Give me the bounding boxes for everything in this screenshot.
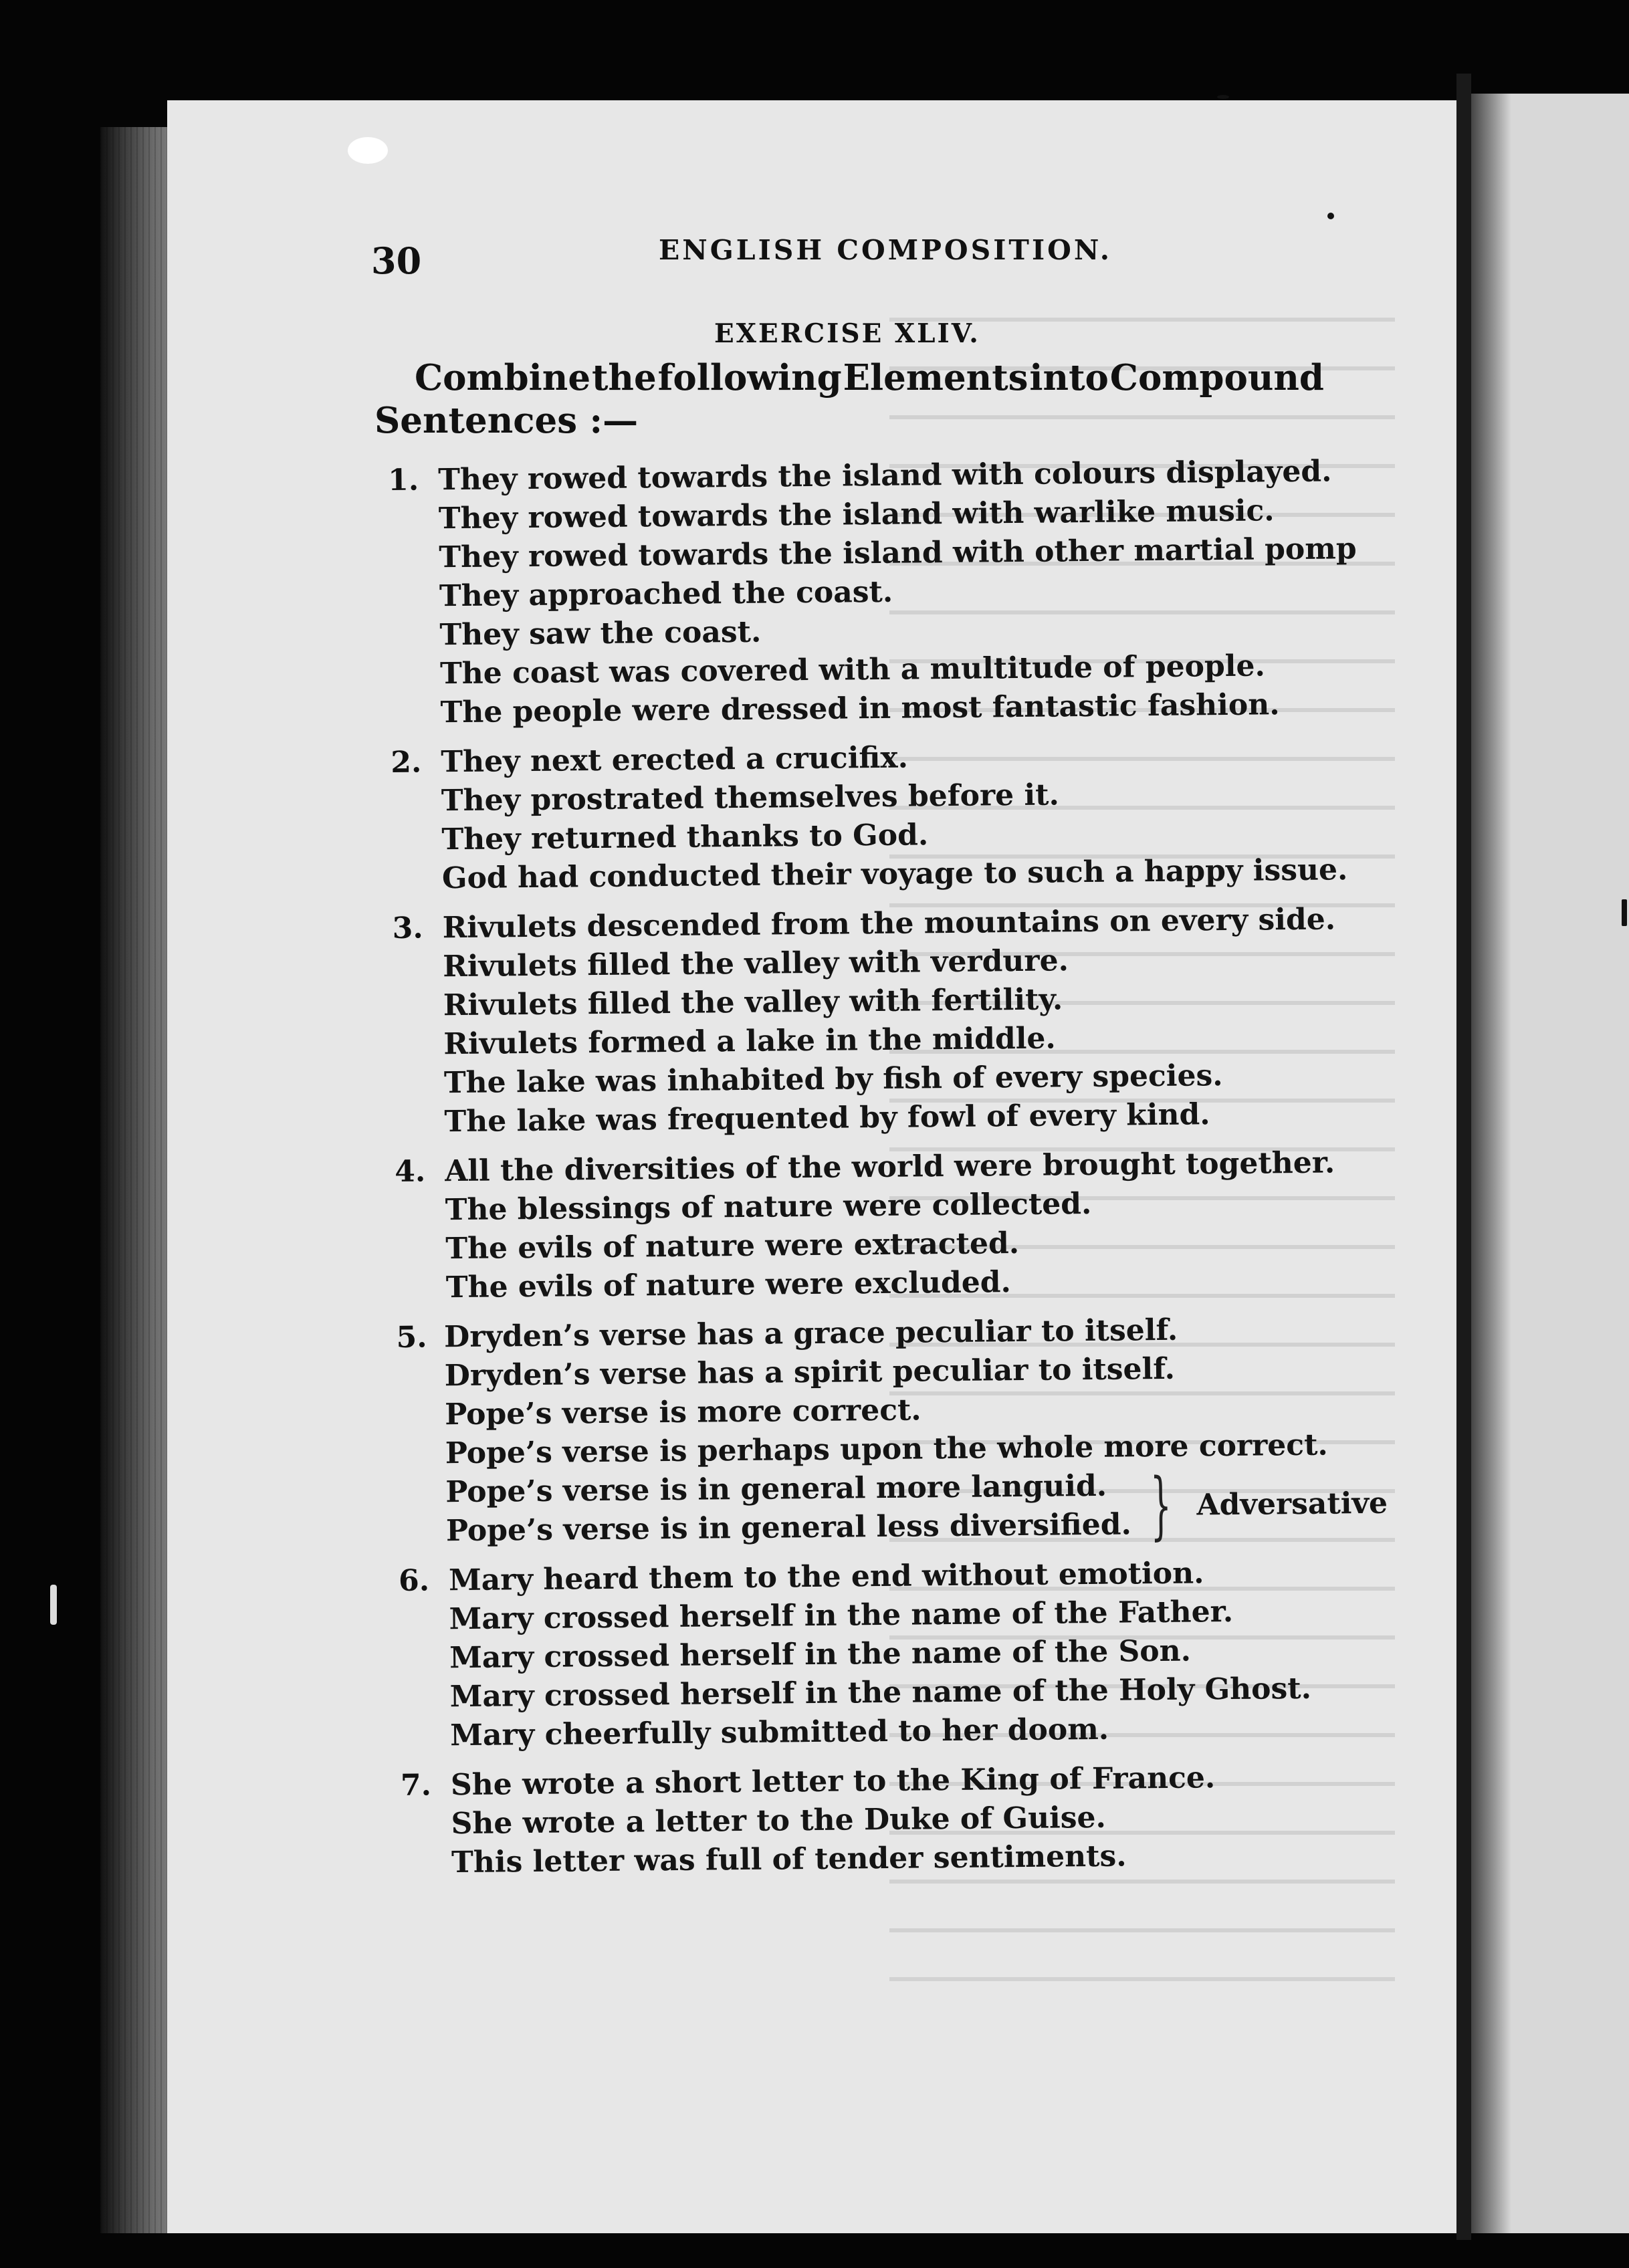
- scan-speck: [1327, 213, 1334, 219]
- sentence-line: This letter was full of tender sentiments.: [451, 1839, 1127, 1880]
- sentence-line: Pope’s verse is perhaps upon the whole more correct.: [445, 1428, 1328, 1471]
- binding-edge: [1456, 74, 1471, 2240]
- sentence-line: Pope’s verse is in general less diversified.: [445, 1507, 1132, 1549]
- exercise-item-3: [392, 900, 1384, 1142]
- sentence-line: Mary cheerfully submitted to her doom.: [450, 1712, 1109, 1753]
- exercise-item-4: [395, 1143, 1386, 1308]
- exercise-item-2: [391, 734, 1382, 899]
- item-number: 7.: [400, 1768, 432, 1803]
- exercise-item-5: [396, 1309, 1388, 1551]
- instructions-word: Combine: [415, 357, 591, 399]
- sentence-line: All the diversities of the world were brought together.: [444, 1145, 1335, 1189]
- sentence-line: They prostrated themselves before it.: [441, 778, 1060, 818]
- scan-speck: [50, 1585, 57, 1625]
- exercise-item-1: [388, 452, 1380, 733]
- sentence-line: They saw the coast.: [439, 614, 762, 653]
- instructions-word: into: [1029, 357, 1109, 399]
- adversative-group: [445, 1464, 1388, 1551]
- item-number: 3.: [392, 911, 423, 945]
- page-number: 30: [371, 239, 422, 282]
- sentence-line: They rowed towards the island with warlike music.: [438, 493, 1275, 536]
- sentence-line: The evils of nature were excluded.: [445, 1265, 1012, 1305]
- item-number: 4.: [394, 1154, 426, 1189]
- sentence-line: The lake was frequented by fowl of every kind.: [444, 1097, 1210, 1139]
- sentence-line: Pope’s verse is more correct.: [445, 1393, 921, 1432]
- sentence-line: The people were dressed in most fantastic fashion.: [440, 687, 1280, 730]
- sentence-line: The lake was inhabited by fish of every species.: [443, 1058, 1223, 1101]
- instructions: [374, 356, 1324, 442]
- sentence-line: The blessings of nature were collected.: [445, 1186, 1092, 1228]
- exercise-item-6: [399, 1553, 1390, 1756]
- sentence-line: Rivulets filled the valley with verdure.: [443, 943, 1069, 984]
- sentence-line: The evils of nature were extracted.: [445, 1226, 1020, 1266]
- sentence-line: Dryden’s verse has a grace peculiar to itself.: [443, 1313, 1178, 1355]
- running-head: ENGLISH COMPOSITION.: [659, 234, 1112, 266]
- item-number: 6.: [398, 1563, 430, 1598]
- sentence-line: Dryden’s verse has a spirit peculiar to itself.: [444, 1351, 1176, 1393]
- instructions-word: Compound: [1109, 357, 1324, 399]
- sentence-line: Mary crossed herself in the name of the Father.: [449, 1594, 1234, 1637]
- sentence-line: Mary crossed herself in the name of the Son.: [449, 1633, 1192, 1676]
- exercise-item-7: [401, 1757, 1392, 1883]
- brace-label: Adversative: [1196, 1486, 1388, 1522]
- sentence-line: They rowed towards the island with other martial pomp: [439, 532, 1357, 575]
- sentence-line: She wrote a short letter to the King of France.: [450, 1761, 1216, 1803]
- exercise-title: EXERCISE XLIV.: [714, 318, 980, 349]
- sentence-line: They approached the coast.: [439, 574, 893, 614]
- item-number: 1.: [388, 463, 419, 497]
- scan-speck: [1217, 95, 1229, 99]
- scan-speck: [1622, 899, 1627, 926]
- sentence-line: They rowed towards the island with colours displayed.: [438, 454, 1332, 497]
- scan-speck: [348, 137, 388, 164]
- exercise-items: [388, 452, 1391, 1894]
- instructions-line-1: [374, 356, 1324, 399]
- right-brace-icon: }: [1150, 1462, 1172, 1549]
- sentence-line: They next erected a crucifix.: [441, 740, 909, 780]
- sentence-line: Rivulets filled the valley with fertility.: [443, 982, 1063, 1023]
- item-number: 2.: [391, 745, 422, 780]
- sentence-line: Mary heard them to the end without emotion.: [448, 1556, 1204, 1598]
- sentence-line: Pope’s verse is in general more languid.: [445, 1468, 1107, 1510]
- instructions-word: Elements: [843, 357, 1028, 399]
- instructions-word: the: [591, 357, 657, 399]
- instructions-word: following: [657, 357, 842, 399]
- facing-page-shadow: [1471, 94, 1511, 2233]
- item-number: 5.: [396, 1320, 427, 1355]
- sentence-line: The coast was covered with a multitude of people.: [439, 649, 1266, 691]
- sentence-line: She wrote a letter to the Duke of Guise.: [451, 1800, 1107, 1841]
- instructions-line-2: Sentences :—: [374, 400, 639, 441]
- sentence-line: They returned thanks to God.: [441, 818, 929, 857]
- sentence-line: Mary crossed herself in the name of the Holy Ghost.: [449, 1671, 1312, 1714]
- sentence-line: Rivulets descended from the mountains on every side.: [442, 902, 1336, 945]
- sentence-line: Rivulets formed a lake in the middle.: [443, 1021, 1056, 1062]
- sentence-line: God had conducted their voyage to such a happy issue.: [441, 853, 1348, 896]
